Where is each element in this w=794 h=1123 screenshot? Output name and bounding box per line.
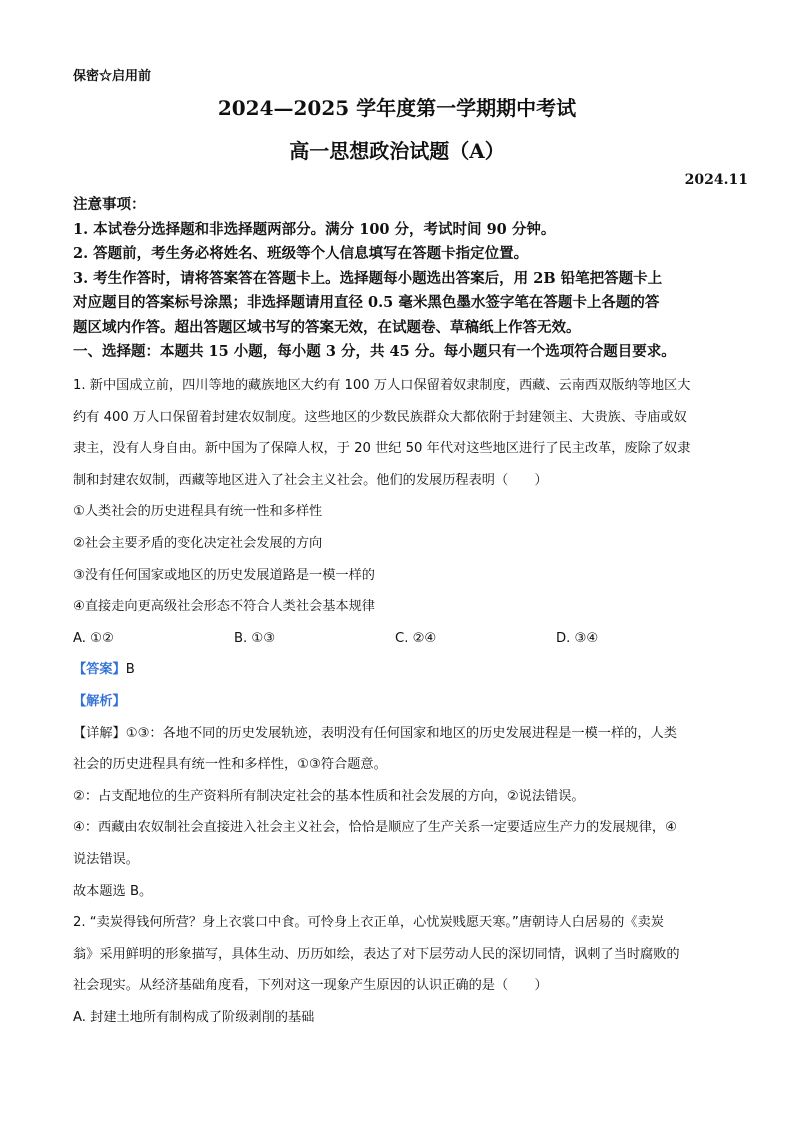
q2-stem-line: 翁》采用鲜明的形象描写，具体生动、历历如绘，表达了对下层劳动人民的深切同情，讽刺了当时腐败的: [73, 946, 680, 962]
q1-detail-line: ④：西藏由农奴制社会直接进入社会主义社会，恰恰是顺应了生产关系一定要适应生产力的发展规律，④: [73, 820, 677, 836]
q2-option-a: A. 封建土地所有制构成了阶级剥削的基础: [73, 1009, 315, 1025]
q1-analysis: [73, 686, 733, 718]
q1-option-c: C. ②④: [395, 630, 437, 646]
q1-stem-line: 制和封建农奴制，西藏等地区进入了社会主义社会。他们的发展历程表明（ ）: [73, 472, 548, 488]
q1-option-b: B. ①③: [234, 630, 276, 646]
notes-line: 题区域内作答。超出答题区域书写的答案无效，在试题卷、草稿纸上作答无效。: [73, 318, 581, 336]
exam-subtitle: 高一思想政治试题（A）: [289, 139, 505, 163]
notes-line: 3. 考生作答时，请将答案答在答题卡上。选择题每小题选出答案后，用 2B 铅笔把答题卡上: [73, 269, 663, 287]
q1-item: ③没有任何国家或地区的历史发展道路是一模一样的: [73, 567, 375, 583]
notes-line: 2. 答题前，考生务必将姓名、班级等个人信息填写在答题卡指定位置。: [73, 245, 529, 262]
q1-detail-first: [73, 718, 733, 750]
notes-section: [73, 193, 733, 365]
answer-tag: 【答案】: [73, 662, 126, 678]
q1-item: ②社会主要矛盾的变化决定社会发展的方向: [73, 535, 323, 551]
exam-title: 2024—2025 学年度第一学期期中考试: [217, 96, 577, 120]
detail-tag: 【详解】: [73, 725, 126, 741]
q2-stem-line: 社会现实。从经济基础角度看，下列对这一现象产生原因的认识正确的是（ ）: [73, 978, 548, 994]
analysis-tag: 【解析】: [73, 693, 126, 709]
answer-value: B: [125, 662, 135, 678]
notes-line: 1. 本试卷分选择题和非选择题两部分。满分 100 分，考试时间 90 分钟。: [73, 220, 556, 238]
q1-detail-line: 说法错误。: [73, 851, 139, 867]
exam-date: 2024.11: [684, 172, 748, 188]
q1-option-d: D. ③④: [556, 630, 599, 646]
q1-option-a: A. ①②: [73, 630, 114, 646]
question-body: [73, 370, 733, 1033]
q1-options: [73, 623, 733, 655]
notes-heading: 注意事项：: [73, 196, 146, 213]
q1-detail-line: ②：占支配地位的生产资料所有制决定社会的基本性质和社会发展的方向，②说法错误。: [73, 788, 585, 804]
q1-item: ④直接走向更高级社会形态不符合人类社会基本规律: [73, 599, 375, 615]
q1-item: ①人类社会的历史进程具有统一性和多样性: [73, 504, 323, 520]
q1-stem-line: 隶主，没有人身自由。新中国为了保障人权，于 20 世纪 50 年代对这些地区进行了民主改革，废除了奴隶: [73, 441, 691, 457]
q2-stem-line: 2. “卖炭得钱何所营？身上衣裳口中食。可怜身上衣正单，心忧炭贱愿天寒。”唐朝诗人白居易的《卖炭: [73, 915, 664, 931]
notes-line: 对应题目的答案标号涂黑；非选择题请用直径 0.5 毫米黑色墨水签字笔在答题卡上各题的答: [73, 294, 660, 311]
q1-stem-line: 1. 新中国成立前，四川等地的藏族地区大约有 100 万人口保留着奴隶制度，西藏、云南西双版纳等地区大: [73, 378, 691, 393]
q1-conclusion: 故本题选 B。: [73, 883, 153, 899]
q1-stem-line: 约有 400 万人口保留着封建农奴制度。这些地区的少数民族群众大都依附于封建领主、大贵族、寺庙或奴: [73, 409, 687, 425]
section-heading: 一、选择题：本题共 15 小题，每小题 3 分，共 45 分。每小题只有一个选项符合题目要求。: [73, 343, 676, 360]
detail-text: ①③：各地不同的历史发展轨迹，表明没有任何国家和地区的历史发展进程是一模一样的，人类: [125, 725, 677, 741]
confidential-mark: 保密☆启用前: [73, 69, 152, 84]
q1-detail-line: 社会的历史进程具有统一性和多样性，①③符合题意。: [73, 757, 387, 773]
q1-answer: [73, 654, 733, 686]
